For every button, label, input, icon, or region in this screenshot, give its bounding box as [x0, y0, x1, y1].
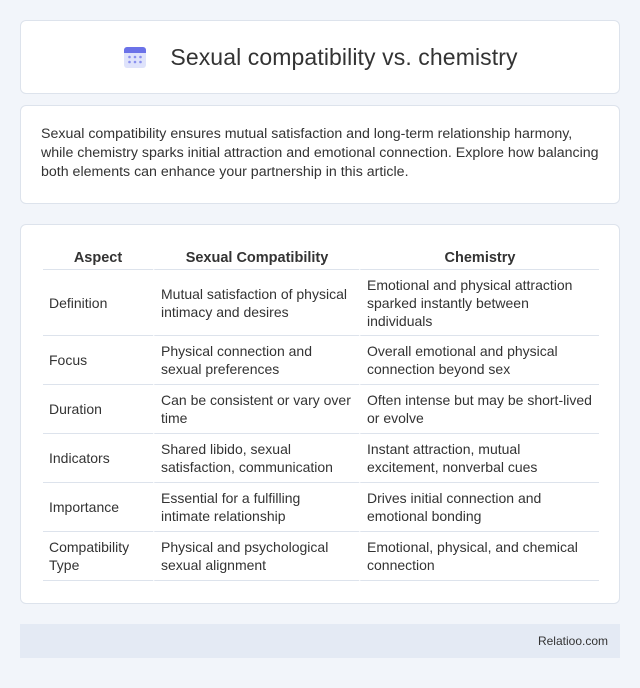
table-row	[43, 434, 599, 483]
cell-compatibility: Shared libido, sexual satisfaction, communication	[153, 434, 359, 483]
title-card	[20, 20, 620, 94]
table-row	[43, 385, 599, 434]
cell-aspect: Definition	[43, 270, 153, 336]
footer	[20, 624, 620, 658]
intro-card	[20, 105, 620, 204]
cell-compatibility: Mutual satisfaction of physical intimacy and desires	[153, 270, 359, 336]
comparison-table	[43, 247, 599, 581]
calendar-icon	[122, 44, 148, 70]
cell-compatibility: Can be consistent or vary over time	[153, 385, 359, 434]
table-row	[43, 270, 599, 336]
header-sexual-compatibility: Sexual Compatibility	[153, 247, 359, 270]
comparison-table-card	[20, 224, 620, 604]
cell-chemistry: Emotional, physical, and chemical connection	[359, 532, 599, 581]
header-aspect: Aspect	[43, 247, 153, 270]
table-row	[43, 483, 599, 532]
cell-aspect: Indicators	[43, 434, 153, 483]
header-chemistry: Chemistry	[359, 247, 599, 270]
cell-compatibility: Physical and psychological sexual alignment	[153, 532, 359, 581]
cell-compatibility: Essential for a fulfilling intimate relationship	[153, 483, 359, 532]
page-title: Sexual compatibility vs. chemistry	[170, 43, 518, 70]
cell-chemistry: Emotional and physical attraction sparked instantly between individuals	[359, 270, 599, 336]
cell-chemistry: Drives initial connection and emotional bonding	[359, 483, 599, 532]
cell-chemistry: Overall emotional and physical connection beyond sex	[359, 336, 599, 385]
cell-aspect: Importance	[43, 483, 153, 532]
table-row	[43, 336, 599, 385]
cell-compatibility: Physical connection and sexual preferences	[153, 336, 359, 385]
table-row	[43, 532, 599, 581]
cell-aspect: Duration	[43, 385, 153, 434]
cell-aspect: Compatibility Type	[43, 532, 153, 581]
cell-chemistry: Often intense but may be short-lived or evolve	[359, 385, 599, 434]
intro-text: Sexual compatibility ensures mutual satisfaction and long-term relationship harmony, while chemistry sparks initial attraction and emotional connection. Explore how balancing both elements can enhance your partnership in this article.	[41, 126, 599, 180]
footer-brand: Relatioo.com	[537, 634, 608, 648]
cell-aspect: Focus	[43, 336, 153, 385]
table-header-row	[43, 247, 599, 270]
cell-chemistry: Instant attraction, mutual excitement, nonverbal cues	[359, 434, 599, 483]
